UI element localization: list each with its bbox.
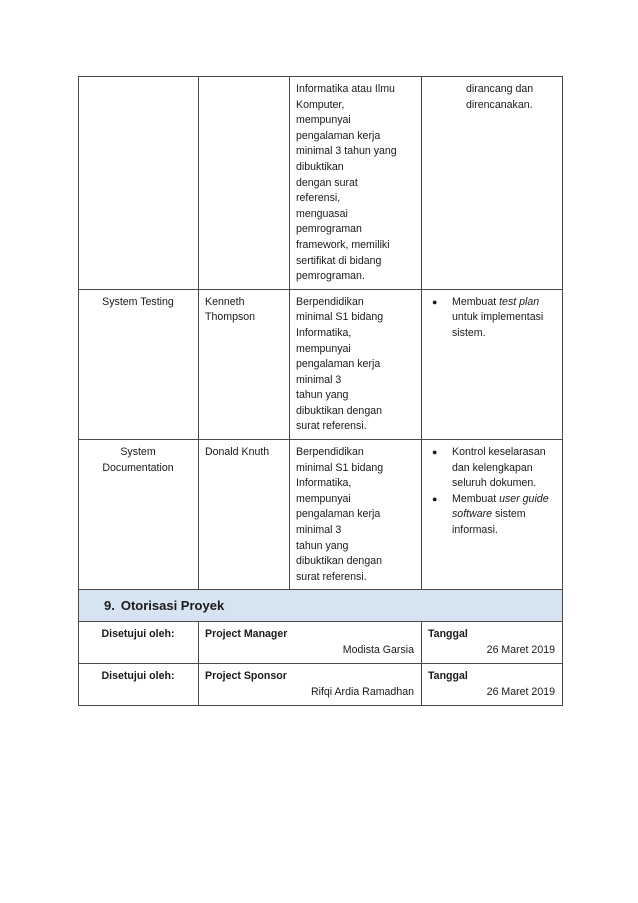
- approver-role: Project Manager: [205, 628, 288, 641]
- role-cell: [79, 440, 199, 590]
- text-line: pengalaman kerja: [296, 129, 381, 142]
- approver-name: Modista Garsia: [342, 644, 414, 656]
- text-line: Informatika atau Ilmu: [296, 83, 395, 95]
- section-title: Otorisasi Proyek: [120, 598, 225, 614]
- text-line: mempunyai: [296, 114, 351, 127]
- text-line: minimal S1 bidang: [296, 311, 384, 324]
- approver-cell: [199, 622, 422, 664]
- text-line: direncanakan.: [466, 98, 533, 111]
- text-line: surat referensi.: [296, 420, 367, 433]
- task-list: [428, 445, 555, 539]
- text-line: tahun yang: [296, 539, 349, 552]
- date-cell: [422, 664, 563, 706]
- text-line: menguasai: [296, 207, 348, 220]
- task-cell: [422, 440, 563, 590]
- role-cell: [79, 77, 199, 290]
- authorization-row: [79, 622, 563, 664]
- responsibility-cell: [422, 77, 563, 290]
- text-line: Thompson: [205, 311, 256, 324]
- text-line: Informatika,: [296, 326, 352, 339]
- approval-label-cell: [79, 622, 199, 664]
- approval-label: Disetujui oleh:: [101, 628, 175, 641]
- text-line: minimal 3 tahun yang: [296, 145, 397, 158]
- text-line: minimal S1 bidang: [296, 461, 384, 474]
- qualification-cell: [290, 440, 422, 590]
- name-cell: [199, 77, 290, 290]
- text-line: dibuktikan dengan: [296, 404, 382, 417]
- text-line: System: [120, 446, 156, 459]
- text-line: dibuktikan: [296, 160, 344, 173]
- text-line: minimal 3: [296, 524, 342, 537]
- task-item: ● Membuat user guide software sistem informasi.: [428, 492, 555, 539]
- text-line: Documentation: [102, 461, 174, 474]
- qualification-cell: [290, 289, 422, 439]
- approver-role: Project Sponsor: [205, 670, 287, 683]
- qualification-text: [290, 290, 421, 439]
- text-line: minimal 3: [296, 373, 342, 386]
- text-line: System Testing: [102, 295, 174, 308]
- date-label: Tanggal: [428, 628, 468, 641]
- text-line: mempunyai: [296, 492, 351, 505]
- text-line: sertifikat di bidang: [296, 254, 382, 267]
- approval-label: Disetujui oleh:: [101, 670, 175, 683]
- qualification-text: [290, 440, 421, 589]
- text-line: referensi,: [296, 192, 341, 205]
- person-name: [199, 290, 289, 330]
- text-line: pemrograman.: [296, 270, 365, 283]
- name-cell: [199, 440, 290, 590]
- text-line: pengalaman kerja: [296, 358, 381, 371]
- text-line: dibuktikan dengan: [296, 555, 382, 568]
- section-header-row: [79, 590, 563, 622]
- text-line: pengalaman kerja: [296, 508, 381, 521]
- document-page: [78, 76, 562, 706]
- text-line: Komputer,: [296, 98, 345, 111]
- text-line: Berpendidikan: [296, 446, 364, 459]
- date-label: Tanggal: [428, 670, 468, 683]
- text-line: pemrograman: [296, 223, 362, 236]
- approval-date: 26 Maret 2019: [486, 644, 555, 656]
- qualification-text: [290, 77, 421, 289]
- table-row-continuation: [79, 77, 563, 290]
- text-line: Donald Knuth: [205, 446, 270, 459]
- approver-name: Rifqi Ardia Ramadhan: [310, 686, 414, 698]
- section-number: 9.: [104, 598, 115, 614]
- italic-term: test plan: [499, 295, 540, 308]
- text-line: framework, memiliki: [296, 238, 390, 251]
- text-line: Kenneth: [205, 295, 245, 308]
- approval-label-cell: [79, 664, 199, 706]
- task-cell: [422, 289, 563, 439]
- text-line: tahun yang: [296, 389, 349, 402]
- role-text: [79, 440, 198, 480]
- text-line: Informatika,: [296, 477, 352, 490]
- qualification-cell: [290, 77, 422, 290]
- text-line: surat referensi.: [296, 570, 367, 583]
- italic-term: user guide software: [452, 492, 549, 521]
- authorization-row: [79, 664, 563, 706]
- name-cell: [199, 289, 290, 439]
- section-heading: [79, 590, 563, 622]
- text-line: dengan surat: [296, 176, 358, 189]
- role-cell: [79, 289, 199, 439]
- date-cell: [422, 622, 563, 664]
- task-item: ● Membuat test plan untuk implementasi sistem.: [428, 295, 555, 342]
- role-text: [79, 290, 198, 315]
- task-item: ● Kontrol keselarasan dan kelengkapan seluruh dokumen.: [428, 445, 555, 492]
- team-table: [78, 76, 563, 706]
- table-row-system-documentation: [79, 440, 563, 590]
- text-line: Berpendidikan: [296, 295, 364, 308]
- text-line: mempunyai: [296, 342, 351, 355]
- table-row-system-testing: [79, 289, 563, 439]
- person-name: [199, 440, 289, 465]
- approver-cell: [199, 664, 422, 706]
- text-line: dirancang dan: [466, 83, 534, 95]
- responsibility-text: [422, 77, 562, 117]
- task-list: [428, 295, 555, 342]
- approval-date: 26 Maret 2019: [486, 686, 555, 698]
